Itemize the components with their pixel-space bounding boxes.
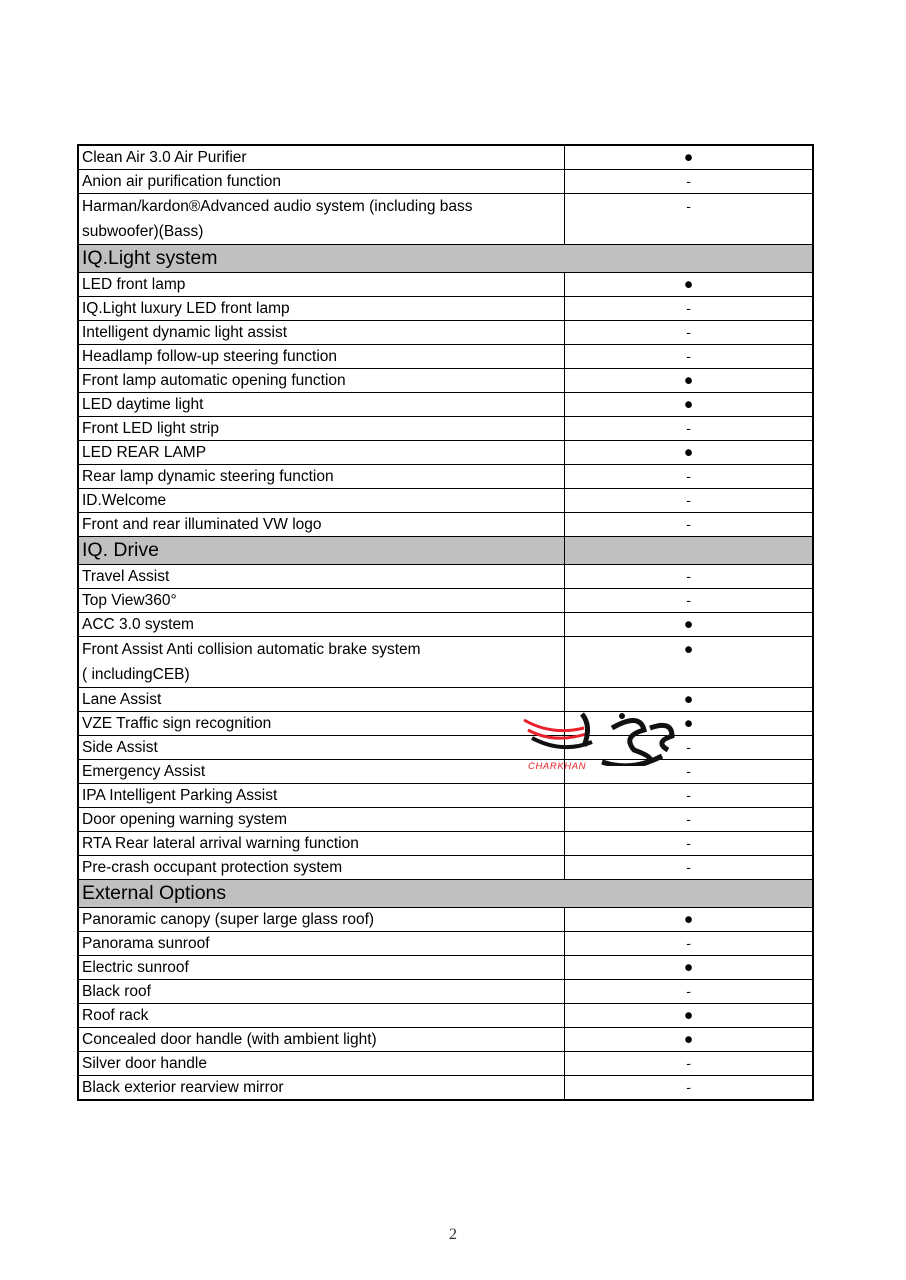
unavailable-dash: -	[686, 787, 691, 803]
availability-cell	[565, 297, 813, 321]
spec-table	[77, 144, 814, 1101]
unavailable-dash: -	[686, 568, 691, 584]
availability-cell	[565, 565, 813, 589]
availability-cell	[565, 736, 813, 760]
table-row	[78, 980, 813, 1004]
feature-name: Panoramic canopy (super large glass roof)	[78, 908, 565, 932]
availability-cell	[565, 321, 813, 345]
availability-cell	[565, 760, 813, 784]
section-header-row	[78, 537, 813, 565]
feature-name: ACC 3.0 system	[78, 613, 565, 637]
availability-cell	[565, 856, 813, 880]
unavailable-dash: -	[686, 1055, 691, 1071]
standard-dot-icon: ●	[683, 616, 694, 633]
availability-cell	[565, 613, 813, 637]
table-row	[78, 956, 813, 980]
feature-name: Roof rack	[78, 1004, 565, 1028]
availability-cell	[565, 980, 813, 1004]
feature-line-1: Front Assist Anti collision automatic brake system	[82, 641, 421, 658]
availability-cell	[565, 1076, 813, 1101]
feature-line-2: ( includingCEB)	[82, 666, 190, 683]
table-row	[78, 637, 813, 688]
table-row	[78, 832, 813, 856]
availability-cell	[565, 417, 813, 441]
unavailable-dash: -	[686, 1079, 691, 1095]
unavailable-dash: -	[686, 811, 691, 827]
table-row	[78, 589, 813, 613]
section-header-row	[78, 245, 813, 273]
unavailable-dash: -	[686, 173, 691, 189]
table-row	[78, 1076, 813, 1101]
section-title: IQ. Drive	[78, 537, 565, 565]
table-row	[78, 688, 813, 712]
standard-dot-icon: ●	[683, 911, 694, 928]
standard-dot-icon: ●	[683, 691, 694, 708]
table-row	[78, 613, 813, 637]
table-row	[78, 760, 813, 784]
feature-name: LED REAR LAMP	[78, 441, 565, 465]
feature-name: Headlamp follow-up steering function	[78, 345, 565, 369]
availability-cell	[565, 170, 813, 194]
standard-dot-icon: ●	[683, 444, 694, 461]
unavailable-dash: -	[686, 835, 691, 851]
feature-name: Pre-crash occupant protection system	[78, 856, 565, 880]
table-row	[78, 1004, 813, 1028]
unavailable-dash: -	[686, 348, 691, 364]
availability-cell	[565, 956, 813, 980]
table-row	[78, 808, 813, 832]
section-header-row	[78, 880, 813, 908]
feature-name: Emergency Assist	[78, 760, 565, 784]
availability-cell	[565, 688, 813, 712]
table-row	[78, 1052, 813, 1076]
availability-cell	[565, 712, 813, 736]
unavailable-dash: -	[686, 859, 691, 875]
table-row	[78, 712, 813, 736]
unavailable-dash: -	[686, 420, 691, 436]
page-number: 2	[449, 1226, 457, 1243]
feature-name: Black roof	[78, 980, 565, 1004]
feature-name: IPA Intelligent Parking Assist	[78, 784, 565, 808]
feature-name: Rear lamp dynamic steering function	[78, 465, 565, 489]
unavailable-dash: -	[686, 324, 691, 340]
availability-cell	[565, 808, 813, 832]
availability-cell	[565, 273, 813, 297]
standard-dot-icon: ●	[683, 149, 694, 166]
unavailable-dash: -	[686, 468, 691, 484]
table-row	[78, 736, 813, 760]
feature-name: Intelligent dynamic light assist	[78, 321, 565, 345]
availability-cell	[565, 465, 813, 489]
availability-cell	[565, 441, 813, 465]
table-row	[78, 345, 813, 369]
table-row	[78, 417, 813, 441]
section-empty-cell	[565, 537, 813, 565]
feature-name: LED daytime light	[78, 393, 565, 417]
availability-cell	[565, 589, 813, 613]
table-row	[78, 194, 813, 245]
availability-cell	[565, 345, 813, 369]
table-row	[78, 321, 813, 345]
feature-name	[78, 637, 565, 688]
table-row	[78, 856, 813, 880]
availability-cell	[565, 1052, 813, 1076]
table-row	[78, 784, 813, 808]
unavailable-dash: -	[686, 739, 691, 755]
availability-cell	[565, 908, 813, 932]
availability-cell	[565, 145, 813, 170]
table-row	[78, 369, 813, 393]
availability-cell	[565, 194, 813, 245]
feature-name: Lane Assist	[78, 688, 565, 712]
unavailable-dash: -	[686, 763, 691, 779]
feature-name: Travel Assist	[78, 565, 565, 589]
table-row	[78, 441, 813, 465]
feature-name: Front LED light strip	[78, 417, 565, 441]
standard-dot-icon: ●	[683, 1031, 694, 1048]
table-row	[78, 908, 813, 932]
unavailable-dash: -	[686, 592, 691, 608]
table-row	[78, 489, 813, 513]
watermark-text: CHARKHAN	[528, 761, 587, 772]
table-row	[78, 932, 813, 956]
standard-dot-icon: ●	[683, 396, 694, 413]
availability-cell	[565, 513, 813, 537]
unavailable-dash: -	[686, 492, 691, 508]
unavailable-dash: -	[686, 516, 691, 532]
availability-cell	[565, 489, 813, 513]
standard-dot-icon: ●	[683, 1007, 694, 1024]
standard-dot-icon: ●	[683, 372, 694, 389]
feature-name: IQ.Light luxury LED front lamp	[78, 297, 565, 321]
feature-name: Silver door handle	[78, 1052, 565, 1076]
feature-name: Black exterior rearview mirror	[78, 1076, 565, 1101]
unavailable-dash: -	[686, 983, 691, 999]
feature-name: Electric sunroof	[78, 956, 565, 980]
standard-dot-icon: ●	[683, 715, 694, 732]
feature-name: Front and rear illuminated VW logo	[78, 513, 565, 537]
availability-cell	[565, 932, 813, 956]
feature-line-2: subwoofer)(Bass)	[82, 223, 204, 240]
availability-cell	[565, 1004, 813, 1028]
feature-name	[78, 194, 565, 245]
standard-dot-icon: ●	[683, 276, 694, 293]
section-title: External Options	[78, 880, 813, 908]
table-row	[78, 273, 813, 297]
availability-cell	[565, 1028, 813, 1052]
unavailable-dash: -	[686, 935, 691, 951]
table-row	[78, 297, 813, 321]
availability-cell	[565, 393, 813, 417]
table-row	[78, 170, 813, 194]
availability-cell	[565, 784, 813, 808]
table-row	[78, 393, 813, 417]
feature-name: Panorama sunroof	[78, 932, 565, 956]
feature-line-1: Harman/kardon®Advanced audio system (including bass	[82, 198, 473, 215]
standard-dot-icon: ●	[683, 959, 694, 976]
unavailable-dash: -	[686, 300, 691, 316]
feature-name: ID.Welcome	[78, 489, 565, 513]
table-row	[78, 513, 813, 537]
feature-name: LED front lamp	[78, 273, 565, 297]
feature-name: RTA Rear lateral arrival warning function	[78, 832, 565, 856]
feature-name: VZE Traffic sign recognition	[78, 712, 565, 736]
standard-dot-icon: ●	[683, 641, 694, 658]
table-row	[78, 565, 813, 589]
feature-name: Anion air purification function	[78, 170, 565, 194]
unavailable-dash: -	[686, 198, 691, 214]
feature-name: Front lamp automatic opening function	[78, 369, 565, 393]
feature-name: Door opening warning system	[78, 808, 565, 832]
table-row	[78, 465, 813, 489]
availability-cell	[565, 369, 813, 393]
feature-name: Concealed door handle (with ambient light)	[78, 1028, 565, 1052]
feature-name: Top View360°	[78, 589, 565, 613]
table-row	[78, 1028, 813, 1052]
section-title: IQ.Light system	[78, 245, 813, 273]
availability-cell	[565, 832, 813, 856]
feature-name: Side Assist	[78, 736, 565, 760]
table-row	[78, 145, 813, 170]
availability-cell	[565, 637, 813, 688]
feature-name: Clean Air 3.0 Air Purifier	[78, 145, 565, 170]
